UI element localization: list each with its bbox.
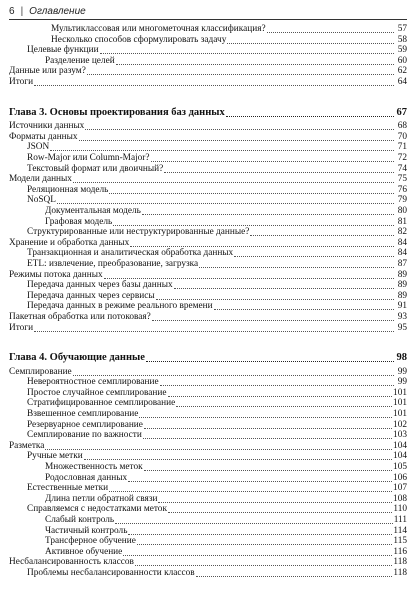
toc-entry — [9, 367, 407, 378]
entry-page-number: 67 — [396, 106, 407, 118]
toc-entry — [9, 66, 407, 77]
dot-leader — [234, 256, 394, 257]
entry-title: Резервуарное семплирование — [27, 419, 143, 430]
entry-title: Документальная модель — [45, 205, 141, 216]
dot-leader — [168, 512, 392, 513]
page-number: 6 — [9, 5, 15, 17]
page-header — [9, 4, 86, 18]
entry-title: Передача данных через базы данных — [27, 280, 173, 291]
entry-page-number: 93 — [397, 311, 407, 322]
entry-title: Форматы данных — [9, 131, 78, 142]
entry-page-number: 111 — [393, 515, 407, 525]
dot-leader — [214, 309, 394, 310]
toc-entry — [9, 121, 407, 132]
entry-title: Слабый контроль — [45, 515, 115, 525]
toc-entry — [9, 280, 407, 291]
entry-page-number: 84 — [397, 248, 407, 259]
entry-title: Активное обучение — [45, 546, 123, 557]
toc-entry — [9, 77, 407, 88]
dot-leader — [152, 320, 394, 321]
toc-entry — [9, 164, 407, 175]
dot-leader — [116, 64, 394, 65]
entry-title: Итоги — [9, 77, 34, 87]
toc-entry — [9, 35, 407, 46]
entry-page-number: 118 — [393, 557, 407, 568]
entry-page-number: 74 — [397, 163, 407, 174]
toc-entry — [9, 153, 407, 164]
toc-entry — [9, 132, 407, 143]
dot-leader — [115, 523, 393, 524]
toc-entry — [9, 515, 407, 526]
dot-leader — [57, 203, 394, 204]
entry-page-number: 98 — [396, 352, 407, 364]
entry-title: Передача данных в режиме реального времени — [27, 301, 213, 312]
entry-title: Невероятностное семплирование — [27, 377, 159, 388]
entry-page-number: 116 — [393, 546, 407, 557]
toc-entry — [9, 398, 407, 409]
toc-entry — [9, 536, 407, 547]
toc-entry — [9, 248, 407, 259]
toc-entry — [9, 312, 407, 323]
dot-leader — [50, 150, 394, 151]
entry-page-number: 82 — [397, 227, 407, 238]
entry-title: Глава 3. Основы проектирования баз данных — [9, 106, 225, 118]
toc-entry — [9, 45, 407, 56]
toc-entry — [9, 195, 407, 206]
dot-leader — [73, 182, 394, 183]
entry-title: Передача данных через сервисы — [27, 290, 155, 301]
entry-title: Разметка — [9, 440, 45, 451]
dot-leader — [160, 385, 394, 386]
dot-leader — [196, 576, 393, 577]
toc-entry — [9, 323, 407, 334]
toc-entry — [9, 409, 407, 420]
entry-title: Итоги — [9, 322, 34, 333]
entry-page-number: 101 — [393, 387, 407, 398]
entry-page-number: 107 — [393, 483, 407, 494]
entry-title: Данные или разум? — [9, 66, 86, 77]
entry-page-number: 89 — [397, 290, 407, 301]
toc-entry — [9, 174, 407, 185]
toc-entry — [9, 217, 407, 228]
dot-leader — [100, 53, 394, 54]
entry-page-number: 104 — [393, 440, 407, 451]
toc-entry — [9, 56, 407, 67]
toc-entry — [9, 441, 407, 452]
entry-page-number: 57 — [397, 24, 407, 34]
entry-page-number: 62 — [397, 66, 407, 77]
dot-leader — [139, 417, 392, 418]
dot-leader — [164, 172, 394, 173]
dot-leader — [143, 438, 392, 439]
entry-title: Хранение и обработка данных — [9, 237, 130, 248]
dot-leader — [84, 459, 392, 460]
entry-title: Взвешенное семплирование — [27, 409, 139, 419]
toc-entry — [9, 259, 407, 270]
dot-leader — [156, 299, 394, 300]
entry-page-number: 58 — [397, 34, 407, 45]
toc-entry — [9, 301, 407, 312]
toc-entry — [9, 420, 407, 431]
entry-page-number: 72 — [397, 152, 407, 163]
entry-title: NoSQL — [27, 195, 56, 206]
entry-page-number: 75 — [397, 174, 407, 185]
entry-page-number: 89 — [397, 269, 407, 280]
entry-page-number: 101 — [393, 409, 407, 419]
entry-title: Режимы потока данных — [9, 269, 103, 280]
dot-leader — [87, 74, 394, 75]
dot-leader — [79, 140, 394, 141]
entry-page-number: 60 — [397, 55, 407, 66]
dot-leader — [146, 361, 394, 362]
dot-leader — [144, 428, 392, 429]
dot-leader — [34, 85, 394, 86]
toc-entry — [9, 526, 407, 537]
entry-title: Графовая модель — [45, 216, 113, 227]
entry-page-number: 115 — [393, 536, 407, 547]
toc-entry — [9, 494, 407, 505]
entry-page-number: 103 — [393, 430, 407, 441]
entry-page-number: 118 — [393, 568, 407, 578]
header-separator: | — [20, 5, 24, 17]
entry-title: Целевые функции — [27, 45, 99, 56]
entry-title: Пакетная обработка или потоковая? — [9, 311, 151, 322]
running-title: Оглавление — [29, 5, 86, 17]
entry-title: Разделение целей — [45, 55, 115, 66]
dot-leader — [226, 116, 394, 117]
entry-title: Частичный контроль — [45, 525, 128, 536]
dot-leader — [104, 278, 394, 279]
entry-title: Текстовый формат или двоичный? — [27, 163, 164, 174]
toc-entry — [9, 451, 407, 462]
dot-leader — [199, 267, 394, 268]
entry-page-number: 99 — [397, 366, 407, 377]
entry-page-number: 76 — [397, 184, 407, 195]
toc-entry — [9, 483, 407, 494]
entry-title: Множественность меток — [45, 462, 143, 472]
entry-title: Row-Major или Column-Major? — [27, 152, 150, 163]
dot-leader — [128, 534, 392, 535]
entry-title: Реляционная модель — [27, 184, 109, 195]
toc-entry — [9, 142, 407, 153]
entry-title: Несбалансированность классов — [9, 557, 134, 568]
toc-entry — [9, 430, 407, 441]
entry-page-number: 87 — [397, 258, 407, 269]
dot-leader — [34, 331, 394, 332]
entry-page-number: 105 — [393, 462, 407, 472]
dot-leader — [142, 214, 394, 215]
dot-leader — [144, 470, 392, 471]
entry-title: Семплирование по важности — [27, 430, 142, 441]
toc-entry — [9, 24, 407, 35]
entry-title: Стратифицированное семплирование — [27, 398, 176, 409]
entry-page-number: 79 — [397, 195, 407, 206]
toc-entry — [9, 557, 407, 568]
dot-leader — [151, 161, 394, 162]
toc-entry — [9, 504, 407, 515]
entry-page-number: 99 — [397, 377, 407, 388]
dot-leader — [137, 544, 393, 545]
header-rule — [9, 19, 407, 20]
dot-leader — [130, 246, 394, 247]
dot-leader — [168, 396, 393, 397]
dot-leader — [250, 235, 394, 236]
entry-title: Простое случайное семплирование — [27, 387, 167, 398]
entry-title: Источники данных — [9, 121, 85, 132]
entry-page-number: 104 — [393, 451, 407, 462]
dot-leader — [158, 502, 392, 503]
dot-leader — [267, 32, 394, 33]
dot-leader — [176, 406, 392, 407]
entry-page-number: 71 — [397, 142, 407, 153]
entry-page-number: 80 — [397, 205, 407, 216]
entry-page-number: 89 — [397, 280, 407, 291]
toc-entry — [9, 185, 407, 196]
dot-leader — [174, 288, 394, 289]
entry-page-number: 101 — [393, 398, 407, 409]
entry-page-number: 95 — [397, 322, 407, 333]
entry-page-number: 81 — [397, 216, 407, 227]
entry-page-number: 102 — [393, 419, 407, 430]
entry-page-number: 84 — [397, 237, 407, 248]
chapter-entry — [9, 107, 407, 119]
toc-entry — [9, 473, 407, 484]
entry-page-number: 114 — [393, 525, 407, 536]
entry-title: Длина петли обратной связи — [45, 493, 158, 504]
entry-title: Модели данных — [9, 174, 72, 185]
entry-page-number: 64 — [397, 77, 407, 87]
dot-leader — [85, 129, 394, 130]
entry-title: Семплирование — [9, 366, 72, 377]
entry-title: ETL: извлечение, преобразование, загрузка — [27, 258, 199, 269]
dot-leader — [73, 375, 394, 376]
toc-entry — [9, 377, 407, 388]
entry-page-number: 108 — [393, 493, 407, 504]
entry-page-number: 70 — [397, 131, 407, 142]
dot-leader — [109, 491, 392, 492]
entry-page-number: 106 — [393, 472, 407, 483]
toc-entry — [9, 270, 407, 281]
entry-title: Структурированные или неструктурированные данные? — [27, 227, 250, 238]
entry-title: Справляемся с недостатками меток — [27, 504, 167, 515]
dot-leader — [123, 555, 392, 556]
dot-leader — [113, 225, 394, 226]
entry-title: Мультиклассовая или многометочная классификация? — [51, 24, 266, 34]
toc-entry — [9, 462, 407, 473]
toc-entry — [9, 227, 407, 238]
dot-leader — [45, 449, 392, 450]
entry-title: Несколько способов сформулировать задачу — [51, 34, 227, 45]
entry-title: Трансферное обучение — [45, 536, 136, 547]
table-of-contents — [9, 24, 407, 606]
entry-page-number: 110 — [393, 504, 407, 515]
dot-leader — [109, 193, 394, 194]
entry-title: Естественные метки — [27, 483, 109, 494]
entry-page-number: 59 — [397, 45, 407, 56]
entry-title: Проблемы несбалансированности классов — [27, 568, 195, 578]
dot-leader — [227, 43, 394, 44]
entry-page-number: 91 — [397, 301, 407, 312]
toc-entry — [9, 206, 407, 217]
toc-entry — [9, 291, 407, 302]
chapter-entry — [9, 352, 407, 364]
entry-title: Родословная данных — [45, 472, 128, 483]
entry-title: Ручные метки — [27, 451, 83, 462]
entry-title: JSON — [27, 142, 50, 153]
entry-title: Транзакционная и аналитическая обработка данных — [27, 248, 234, 259]
dot-leader — [128, 481, 392, 482]
dot-leader — [135, 565, 392, 566]
entry-title: Глава 4. Обучающие данные — [9, 352, 145, 364]
toc-entry — [9, 568, 407, 579]
entry-page-number: 68 — [397, 121, 407, 132]
